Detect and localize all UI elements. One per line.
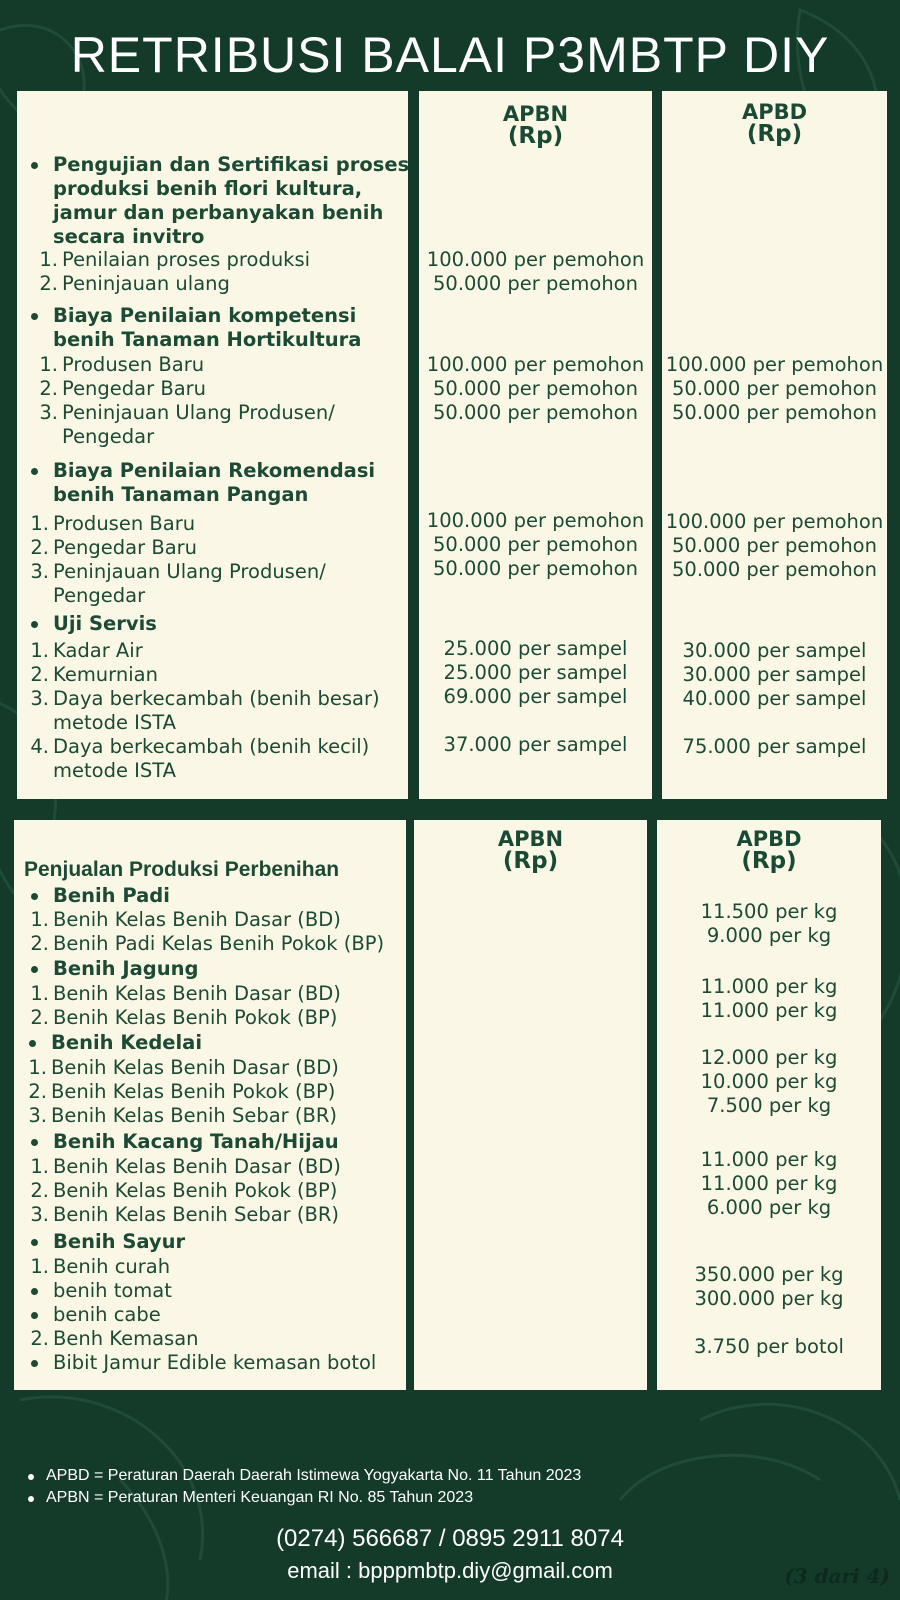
apbn-value: 50.000 per pemohon — [433, 272, 638, 295]
apbd-value: 11.000 per kg — [700, 975, 838, 998]
list-item: 3. Peninjauan Ulang Produsen/ — [39, 401, 335, 424]
apbd-value: 10.000 per kg — [700, 1070, 838, 1093]
group-title: Pengujian dan Sertifikasi proses — [53, 153, 410, 176]
group-title: jamur dan perbanyakan benih — [53, 201, 384, 224]
apbd-value: 50.000 per pemohon — [672, 558, 877, 581]
footnote-apbd: APBD = Peraturan Daerah Daerah Istimewa Yogyakarta No. 11 Tahun 2023 — [46, 1467, 582, 1484]
list-item: metode ISTA — [53, 759, 177, 782]
list-item: 1. Benih Kelas Benih Dasar (BD) — [30, 908, 341, 931]
section2-title: Penjualan Produksi Perbenihan — [24, 858, 340, 881]
list-item: 3. Benih Kelas Benih Sebar (BR) — [28, 1104, 338, 1127]
section2-list — [14, 820, 406, 1390]
apbn-value: 100.000 per pemohon — [426, 248, 645, 271]
group-title: Benih Kedelai — [51, 1031, 203, 1054]
group-title: Uji Servis — [53, 612, 157, 635]
list-item: benih cabe — [53, 1303, 161, 1326]
section1-apbd-panel — [662, 91, 887, 799]
list-item: 1. Benih Kelas Benih Dasar (BD) — [30, 1155, 341, 1178]
contact-email: email : bpppmbtp.diy@gmail.com — [287, 1558, 613, 1583]
apbd-value: 50.000 per pemohon — [672, 534, 877, 557]
list-item: 2. Benih Kelas Benih Pokok (BP) — [30, 1179, 338, 1202]
section2-apbn-panel — [414, 820, 647, 1390]
list-item: 2. Pengedar Baru — [39, 377, 207, 400]
list-item: 1. Benih curah — [30, 1255, 171, 1278]
list-item: Pengedar — [53, 584, 146, 607]
apbn-value: 25.000 per sampel — [443, 637, 628, 660]
group-title: benih Tanaman Hortikultura — [53, 328, 362, 351]
apbn-value: 50.000 per pemohon — [433, 401, 638, 424]
list-item: 1. Benih Kelas Benih Dasar (BD) — [28, 1056, 339, 1079]
page-number: (3 dari 4) — [784, 1564, 890, 1588]
apbd-value: 11.500 per kg — [700, 900, 838, 923]
list-item: 2. Benh Kemasan — [30, 1327, 199, 1350]
list-item: 2. Benih Padi Kelas Benih Pokok (BP) — [30, 932, 385, 955]
list-item: 1. Produsen Baru — [39, 353, 205, 376]
section1-label-panel — [17, 91, 408, 799]
apbn-value: 100.000 per pemohon — [426, 353, 645, 376]
apbd-value: 30.000 per sampel — [682, 639, 867, 662]
apbd-value: 12.000 per kg — [700, 1046, 838, 1069]
section1-apbn-panel — [419, 91, 652, 799]
list-item: 1. Penilaian proses produksi — [39, 248, 311, 271]
apbd-value: 100.000 per pemohon — [665, 510, 884, 533]
footnote-apbn: APBN = Peraturan Menteri Keuangan RI No. 85 Tahun 2023 — [46, 1489, 474, 1506]
contact-phone: (0274) 566687 / 0895 2911 8074 — [276, 1525, 624, 1552]
apbn-column-header: APBN (Rp) — [497, 827, 564, 874]
group-title: produksi benih flori kultura, — [53, 177, 363, 200]
list-item: metode ISTA — [53, 711, 177, 734]
list-item: benih tomat — [53, 1279, 172, 1302]
list-item: 2. Benih Kelas Benih Pokok (BP) — [28, 1080, 336, 1103]
group-title: benih Tanaman Pangan — [53, 483, 309, 506]
list-item: 3. Daya berkecambah (benih besar) — [30, 687, 380, 710]
apbd-value: 300.000 per kg — [694, 1287, 844, 1310]
apbn-value: 100.000 per pemohon — [426, 509, 645, 532]
list-item: 3. Peninjauan Ulang Produsen/ — [30, 560, 326, 583]
apbd-value: 350.000 per kg — [694, 1263, 844, 1286]
list-item: 1. Produsen Baru — [30, 512, 196, 535]
apbd-value: 30.000 per sampel — [682, 663, 867, 686]
page-title: RETRIBUSI BALAI P3MBTP DIY — [70, 27, 830, 83]
list-item: 1. Kadar Air — [30, 639, 143, 662]
apbn-value: 37.000 per sampel — [443, 733, 628, 756]
apbd-value: 40.000 per sampel — [682, 687, 867, 710]
group-title: Biaya Penilaian Rekomendasi — [53, 459, 376, 482]
group-title: Benih Jagung — [53, 957, 199, 980]
group-title: Benih Sayur — [53, 1230, 186, 1253]
apbd-value: 11.000 per kg — [700, 1148, 838, 1171]
list-item: 1. Benih Kelas Benih Dasar (BD) — [30, 982, 341, 1005]
apbd-value: 3.750 per botol — [694, 1335, 844, 1358]
apbd-value: 6.000 per kg — [706, 1196, 832, 1219]
list-item: 2. Peninjauan ulang — [39, 272, 230, 295]
apbd-value: 11.000 per kg — [700, 1172, 838, 1195]
list-item: 2. Kemurnian — [30, 663, 158, 686]
apbd-column-header: APBD (Rp) — [741, 100, 808, 147]
list-item: 2. Pengedar Baru — [30, 536, 198, 559]
apbd-value: 50.000 per pemohon — [672, 377, 877, 400]
apbd-column-header: APBD (Rp) — [736, 827, 802, 874]
apbn-column-header: APBN (Rp) — [502, 102, 569, 149]
apbd-value: 75.000 per sampel — [682, 735, 867, 758]
apbn-value: 69.000 per sampel — [443, 685, 628, 708]
apbd-value: 11.000 per kg — [700, 999, 838, 1022]
apbn-value: 25.000 per sampel — [443, 661, 628, 684]
group-title: secara invitro — [53, 225, 205, 248]
apbn-value: 50.000 per pemohon — [433, 377, 638, 400]
list-item: 3. Benih Kelas Benih Sebar (BR) — [30, 1203, 340, 1226]
apbd-value: 100.000 per pemohon — [665, 353, 884, 376]
list-item: 4. Daya berkecambah (benih kecil) — [30, 735, 370, 758]
group-title: Benih Padi — [53, 884, 170, 907]
apbd-value: 7.500 per kg — [706, 1094, 832, 1117]
apbn-value: 50.000 per pemohon — [433, 557, 638, 580]
group-title: Benih Kacang Tanah/Hijau — [53, 1130, 339, 1153]
group-title: Biaya Penilaian kompetensi — [53, 304, 357, 327]
list-item: 2. Benih Kelas Benih Pokok (BP) — [30, 1006, 338, 1029]
list-item: Bibit Jamur Edible kemasan botol — [53, 1351, 377, 1374]
apbn-value: 50.000 per pemohon — [433, 533, 638, 556]
section2-apbd-panel — [657, 820, 881, 1390]
apbd-value: 9.000 per kg — [706, 924, 832, 947]
apbd-value: 50.000 per pemohon — [672, 401, 877, 424]
list-item: Pengedar — [62, 425, 155, 448]
